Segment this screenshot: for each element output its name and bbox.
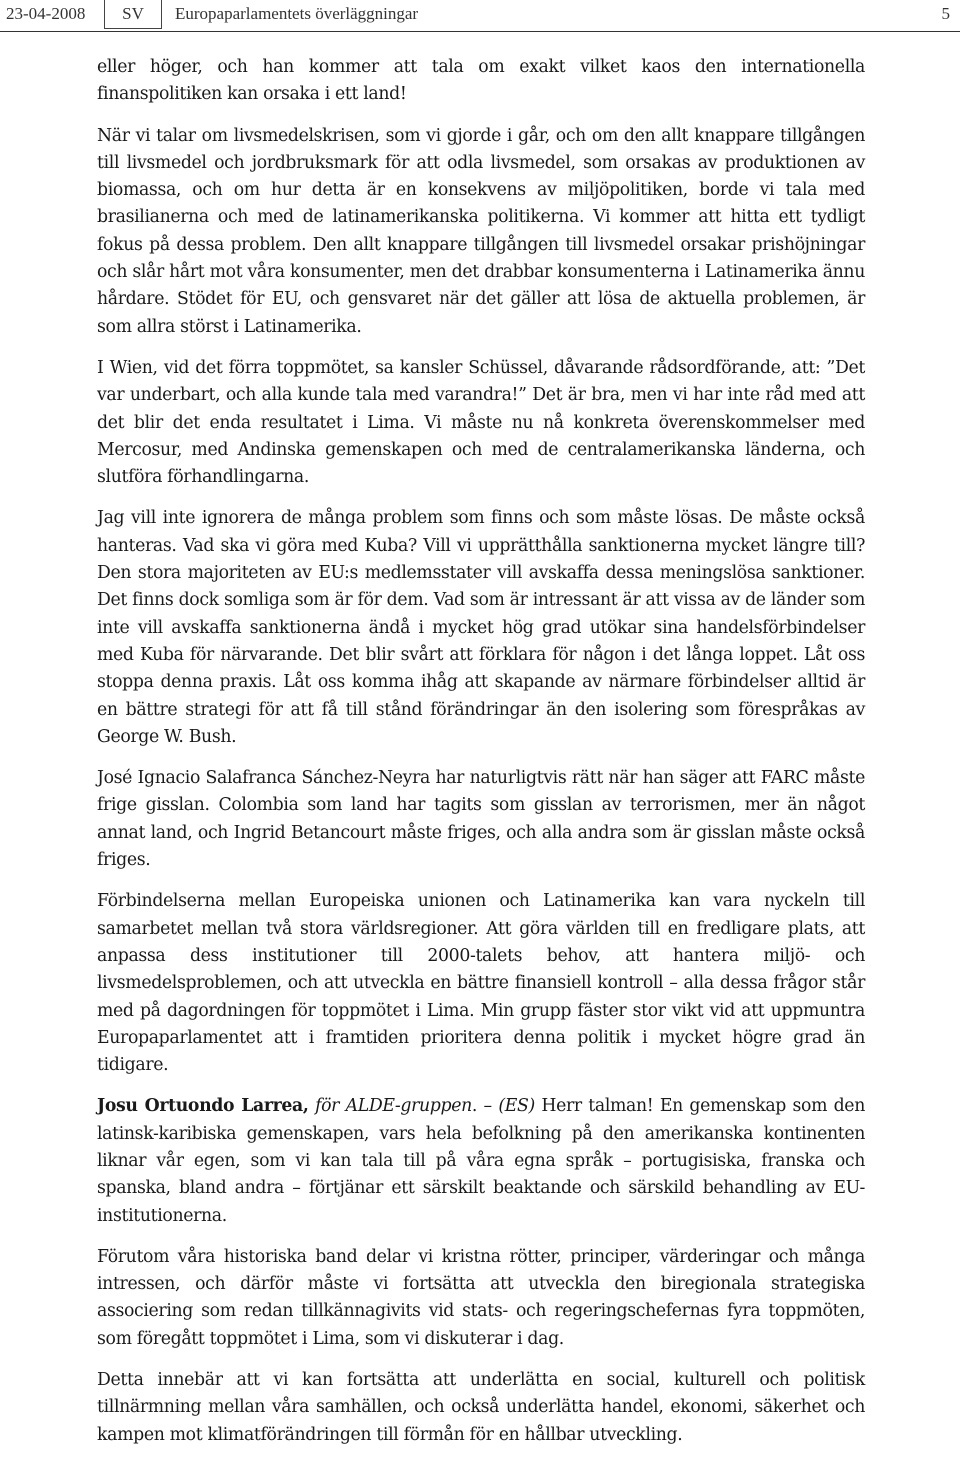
page-header [0, 0, 960, 32]
speech-text: Herr talman! En gemenskap som den latinsk-karibiska gemenskapen, vars hela befolkning på den amerikanska kontinenten liknar vår egen, som vi kan tala till på våra egna språk – portugisiska, franska och spanska, bland andra – förtjänar ett särskilt beaktande och särskild behandling av EU-institutionerna. [97, 1096, 865, 1226]
language-badge: SV [104, 0, 162, 29]
speech-paragraph [97, 1093, 865, 1229]
paragraph: eller höger, och han kommer att tala om exakt vilket kaos den internationella finanspolitiken kan orsaka i ett land! [97, 57, 865, 105]
paragraph: I Wien, vid det förra toppmötet, sa kansler Schüssel, dåvarande rådsordförande, att: ”Det var underbart, och alla kunde tala med varandra!” Det är bra, men vi har inte råd med att det blir det enda resultatet i Lima. Vi måste nu nå konkreta överenskommelser med Mercosur, med Andinska gemenskapen och med de centralamerikanska länderna, och slutföra förhandlingarna. [97, 357, 865, 488]
paragraph: José Ignacio Salafranca Sánchez-Neyra har naturligtvis rätt när han säger att FARC måste frige gisslan. Colombia som land har tagits som gisslan av terrorismen, mer än något annat land, och Ingrid Betancourt måste friges, och alla andra som är gisslan måste också friges. [97, 768, 865, 871]
document-body [97, 54, 865, 1463]
paragraph: Jag vill inte ignorera de många problem som finns och som måste lösas. De måste också hanteras. Vad ska vi göra med Kuba? Vill vi upprätthålla sanktionerna mycket längre till? Den stora majoriteten av EU:s medlemsstater vill avskaffa dessa meningslösa sanktioner. Det finns dock somliga som är för dem. Vad som är intressant är att vissa av de länder som inte vill avskaffa sanktionerna ändå i mycket hög grad utökar sina handelsförbindelser med Kuba för närvarande. Det blir svårt att förklara för någon i det långa loppet. Låt oss stoppa denna praxis. Låt oss komma ihåg att skapande av närmare förbindelser alltid är en bättre strategi för att få till stånd förändringar än den isolering som förespråkas av George W. Bush. [97, 508, 865, 747]
header-title: Europaparlamentets överläggningar [175, 4, 419, 23]
paragraph: Förutom våra historiska band delar vi kristna rötter, principer, värderingar och många intressen, och därför måste vi fortsätta att utveckla den biregionala strategiska associering som redan tillkännagivits vid stats- och regeringschefernas fyra toppmöten, som föregått toppmötet i Lima, som vi diskuterar i dag. [97, 1246, 865, 1349]
page-number: 5 [941, 4, 950, 23]
speech-dash: . – [471, 1096, 492, 1117]
language-tag: (ES) [498, 1096, 535, 1117]
header-date: 23-04-2008 [6, 4, 86, 23]
speaker-group: för ALDE-gruppen [315, 1096, 472, 1117]
paragraph: Förbindelserna mellan Europeiska unionen och Latinamerika kan vara nyckeln till samarbetet mellan två stora världsregioner. Att göra världen till en fredligare plats, att anpassa dess institutioner till 2000-talets behov, att hantera miljö- och livsmedelsproblemen, och att utveckla en bättre finansiell kontroll – alla dessa frågor står med på dagordningen för toppmötet i Lima. Min grupp fäster stor vikt vid att uppmuntra Europaparlamentet att i framtiden prioritera denna politik i mycket högre grad än tidigare. [97, 891, 865, 1076]
paragraph: När vi talar om livsmedelskrisen, som vi gjorde i går, och om den allt knappare tillgången till livsmedel och jordbruksmark för att odla livsmedel, som orsakas av produktionen av biomassa, och om hur detta är en konsekvens av miljöpolitiken, borde vi tala med brasilianerna och med de latinamerikanska politikerna. Vi kommer att hitta ett tydligt fokus på dessa problem. Den allt knappare tillgången till livsmedel orsakar prishöjningar och slår hårt mot våra konsumenter, men det drabbar konsumenterna i Latinamerika ännu hårdare. Stödet för EU, och gensvaret när det gäller att lösa de aktuella problemen, är som allra störst i Latinamerika. [97, 125, 865, 337]
paragraph: Detta innebär att vi kan fortsätta att underlätta en social, kulturell och politisk tillnärmning mellan våra samhällen, och också underlätta handel, ekonomi, säkerhet och kampen mot klimatförändringen till förmån för en hållbar utveckling. [97, 1370, 865, 1445]
speaker-name: Josu Ortuondo Larrea, [97, 1096, 309, 1117]
